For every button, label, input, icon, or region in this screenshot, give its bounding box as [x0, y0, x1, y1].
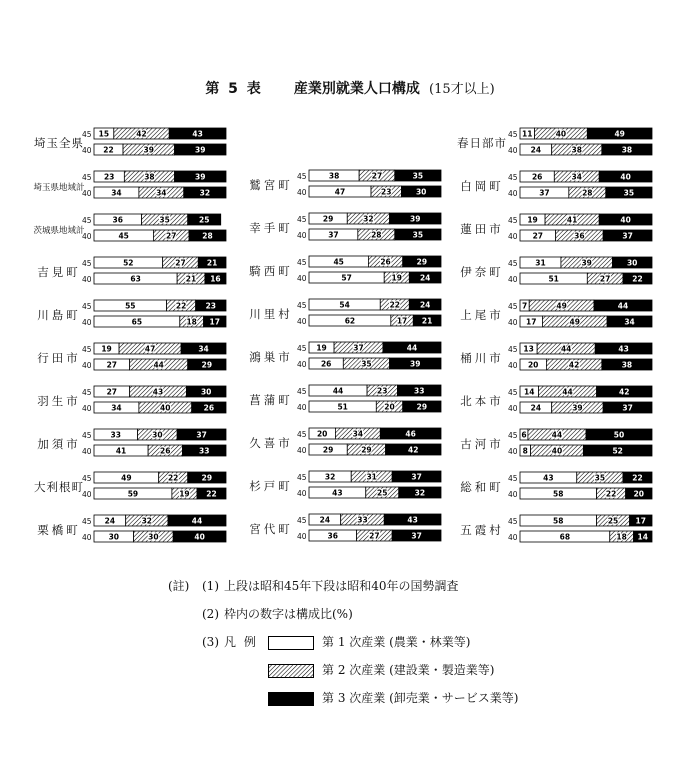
region-name: 鴻巣市: [249, 350, 293, 364]
data-label: 34: [352, 429, 364, 439]
data-label: 27: [599, 274, 611, 284]
data-label: 37: [411, 531, 422, 541]
data-label: 24: [530, 403, 542, 413]
data-label: 31: [366, 472, 377, 482]
data-label: 18: [616, 532, 627, 542]
data-label: 30: [148, 532, 159, 542]
region-name: 蓮田市: [460, 222, 504, 236]
data-label: 46: [405, 429, 416, 439]
data-label: 34: [111, 188, 122, 198]
data-label: 37: [353, 343, 364, 353]
data-label: 38: [144, 172, 155, 182]
data-label: 29: [322, 214, 334, 224]
data-label: 17: [635, 516, 646, 526]
data-label: 43: [543, 473, 554, 483]
data-label: 58: [553, 516, 564, 526]
year-label: 45: [82, 259, 92, 268]
region-name: 埼玉全県: [34, 136, 84, 150]
year-label: 45: [82, 216, 92, 225]
data-label: 34: [111, 403, 122, 413]
data-label: 51: [548, 274, 559, 284]
year-label: 40: [508, 447, 518, 456]
data-label: 39: [195, 172, 206, 182]
year-label: 45: [297, 172, 307, 181]
data-label: 22: [103, 145, 114, 155]
data-label: 26: [320, 359, 332, 369]
data-label: 62: [344, 316, 356, 326]
data-label: 28: [202, 231, 213, 241]
data-label: 33: [357, 515, 368, 525]
data-label: 44: [562, 387, 573, 397]
data-label: 24: [530, 145, 542, 155]
year-label: 45: [508, 388, 518, 397]
data-label: 37: [328, 230, 339, 240]
data-label: 29: [361, 445, 372, 455]
data-label: 39: [581, 258, 592, 268]
data-label: 44: [332, 386, 344, 396]
data-label: 26: [203, 403, 215, 413]
legend-label-primary: 第 1 次産業 (農業・林業等): [322, 635, 471, 649]
data-label: 22: [389, 300, 401, 310]
region-name: 宮代町: [249, 522, 293, 536]
data-label: 23: [103, 172, 115, 182]
year-label: 40: [508, 490, 518, 499]
data-label: 30: [108, 532, 120, 542]
table-number: 第 5 表: [205, 81, 263, 97]
data-label: 29: [416, 257, 428, 267]
data-label: 17: [209, 317, 220, 327]
year-label: 45: [82, 517, 92, 526]
data-label: 30: [415, 187, 427, 197]
year-label: 45: [82, 173, 92, 182]
data-label: 32: [324, 472, 336, 482]
data-label: 20: [316, 429, 328, 439]
data-label: 30: [626, 258, 638, 268]
notes-mark: (註): [168, 579, 190, 593]
data-label: 35: [412, 171, 424, 181]
data-label: 38: [621, 360, 633, 370]
year-label: 45: [82, 388, 92, 397]
data-label: 32: [363, 214, 374, 224]
year-label: 45: [297, 473, 307, 482]
data-label: 11: [522, 129, 533, 139]
data-label: 44: [406, 343, 418, 353]
region-name: 上尾市: [460, 308, 504, 322]
data-label: 40: [555, 129, 567, 139]
data-label: 25: [607, 516, 619, 526]
data-label: 35: [412, 230, 424, 240]
data-label: 25: [377, 488, 388, 498]
data-label: 28: [582, 188, 593, 198]
data-label: 39: [195, 145, 206, 155]
region-name: 総和町: [460, 480, 504, 494]
year-label: 40: [82, 232, 92, 241]
legend-swatch-secondary: [268, 664, 314, 678]
data-label: 44: [617, 301, 629, 311]
legend-swatch-primary: [268, 636, 314, 650]
year-label: 45: [297, 215, 307, 224]
region-name: 加須市: [37, 437, 81, 451]
year-label: 40: [82, 275, 92, 284]
data-label: 40: [620, 172, 631, 182]
year-label: 45: [297, 516, 307, 525]
data-label: 38: [621, 145, 633, 155]
data-label: 21: [185, 274, 197, 284]
year-label: 40: [82, 361, 92, 370]
data-label: 58: [553, 489, 564, 499]
data-label: 49: [121, 473, 132, 483]
data-label: 38: [571, 145, 582, 155]
data-label: 22: [632, 473, 643, 483]
data-label: 39: [572, 403, 583, 413]
region-name: 五霞村: [460, 523, 504, 537]
data-label: 22: [632, 274, 643, 284]
data-label: 44: [191, 516, 203, 526]
data-label: 13: [523, 344, 534, 354]
data-label: 45: [333, 257, 344, 267]
data-label: 41: [566, 215, 578, 225]
year-label: 40: [297, 274, 307, 283]
data-label: 38: [328, 171, 340, 181]
data-label: 29: [322, 445, 334, 455]
data-label: 49: [614, 129, 625, 139]
data-label: 6: [521, 430, 527, 440]
year-label: 40: [82, 318, 92, 327]
data-label: 32: [141, 516, 153, 526]
data-label: 43: [152, 387, 164, 397]
data-label: 24: [319, 515, 331, 525]
data-label: 36: [574, 231, 585, 241]
note-3-text: 凡 例: [224, 635, 258, 649]
data-label: 19: [101, 344, 112, 354]
region-name: 栗橋町: [37, 523, 81, 537]
data-label: 19: [391, 273, 402, 283]
data-label: 35: [159, 215, 170, 225]
data-label: 25: [199, 215, 210, 225]
year-label: 45: [508, 517, 518, 526]
region-name: 白岡町: [460, 179, 504, 193]
year-label: 40: [82, 404, 92, 413]
data-label: 8: [522, 446, 528, 456]
data-label: 32: [414, 488, 426, 498]
data-label: 44: [560, 344, 572, 354]
data-label: 54: [339, 300, 350, 310]
region-name: 北本市: [460, 394, 504, 408]
data-label: 43: [407, 515, 418, 525]
data-label: 34: [156, 188, 167, 198]
year-label: 40: [297, 532, 307, 541]
data-label: 34: [624, 317, 635, 327]
data-label: 41: [115, 446, 127, 456]
note-2-text: 枠内の数字は構成比(%): [224, 607, 353, 621]
year-label: 40: [82, 533, 92, 542]
data-label: 37: [622, 403, 633, 413]
data-label: 37: [411, 472, 422, 482]
data-label: 40: [551, 446, 563, 456]
region-name: 杉戸町: [249, 479, 293, 493]
region-name: 行田市: [37, 351, 81, 365]
data-label: 20: [384, 402, 395, 412]
year-label: 45: [508, 130, 518, 139]
region-name: 春日部市: [457, 136, 507, 150]
data-label: 29: [201, 360, 213, 370]
data-label: 17: [526, 317, 537, 327]
data-label: 22: [167, 473, 179, 483]
year-label: 40: [82, 490, 92, 499]
data-label: 52: [612, 446, 623, 456]
year-label: 45: [508, 431, 518, 440]
data-label: 59: [127, 489, 139, 499]
year-label: 40: [297, 360, 307, 369]
data-label: 32: [199, 188, 211, 198]
data-label: 47: [144, 344, 156, 354]
year-label: 45: [508, 259, 518, 268]
year-label: 40: [297, 489, 307, 498]
year-label: 45: [82, 474, 92, 483]
year-label: 45: [82, 130, 92, 139]
data-label: 31: [535, 258, 546, 268]
data-label: 35: [361, 359, 372, 369]
data-label: 17: [396, 316, 408, 326]
data-label: 26: [160, 446, 171, 456]
region-name: 久喜市: [249, 436, 293, 450]
year-label: 40: [508, 404, 518, 413]
data-label: 43: [618, 344, 629, 354]
data-label: 52: [123, 258, 134, 268]
data-label: 24: [104, 516, 116, 526]
data-label: 27: [175, 258, 186, 268]
region-name: 菖蒲町: [249, 393, 293, 407]
year-label: 40: [297, 188, 307, 197]
data-label: 22: [175, 301, 187, 311]
data-label: 24: [419, 273, 431, 283]
data-label: 42: [408, 445, 419, 455]
legend-label-tertiary: 第 3 次産業 (卸売業・サービス業等): [322, 691, 519, 705]
data-label: 14: [637, 532, 648, 542]
data-label: 50: [613, 430, 625, 440]
year-label: 40: [508, 232, 518, 241]
region-name: 桶川市: [460, 351, 504, 365]
year-label: 45: [508, 173, 518, 182]
data-label: 16: [210, 274, 221, 284]
region-name: 埼玉県地域計: [33, 183, 85, 193]
data-label: 18: [186, 317, 197, 327]
year-label: 40: [82, 447, 92, 456]
data-label: 35: [623, 188, 635, 198]
data-label: 27: [166, 231, 177, 241]
data-label: 23: [381, 187, 392, 197]
year-label: 45: [297, 301, 307, 310]
data-label: 23: [377, 386, 388, 396]
data-label: 39: [410, 214, 421, 224]
data-label: 39: [143, 145, 154, 155]
year-label: 45: [82, 345, 92, 354]
data-label: 30: [200, 387, 212, 397]
year-label: 45: [508, 216, 518, 225]
data-label: 42: [568, 360, 580, 370]
data-label: 27: [106, 387, 118, 397]
data-label: 19: [316, 343, 327, 353]
data-label: 40: [160, 403, 171, 413]
data-label: 26: [531, 172, 543, 182]
data-label: 20: [527, 360, 539, 370]
data-label: 65: [131, 317, 143, 327]
data-label: 33: [110, 430, 121, 440]
year-label: 40: [297, 446, 307, 455]
data-label: 20: [633, 489, 645, 499]
year-label: 45: [508, 302, 518, 311]
year-label: 40: [508, 275, 518, 284]
data-label: 39: [410, 359, 421, 369]
data-label: 49: [569, 317, 580, 327]
data-label: 51: [337, 402, 348, 412]
year-label: 40: [82, 189, 92, 198]
data-label: 33: [414, 386, 425, 396]
data-label: 30: [152, 430, 163, 440]
data-label: 34: [198, 344, 209, 354]
data-label: 63: [130, 274, 141, 284]
title-sub: (15才以上): [429, 82, 495, 97]
data-label: 36: [112, 215, 123, 225]
data-label: 55: [125, 301, 136, 311]
legend-label-secondary: 第 2 次産業 (建設業・製造業等): [322, 663, 495, 677]
data-label: 36: [327, 531, 338, 541]
data-label: 23: [205, 301, 217, 311]
data-label: 37: [539, 188, 550, 198]
year-label: 40: [297, 403, 307, 412]
year-label: 40: [508, 146, 518, 155]
data-label: 43: [192, 129, 203, 139]
data-label: 14: [524, 387, 535, 397]
region-name: 川里村: [249, 307, 293, 321]
data-label: 40: [620, 215, 631, 225]
region-name: 騎西町: [249, 264, 293, 278]
region-name: 茨城県地域計: [33, 226, 85, 236]
year-label: 45: [508, 345, 518, 354]
data-label: 19: [527, 215, 538, 225]
year-label: 45: [297, 258, 307, 267]
data-label: 22: [206, 489, 217, 499]
data-label: 27: [106, 360, 118, 370]
data-label: 34: [571, 172, 582, 182]
data-label: 22: [605, 489, 617, 499]
data-label: 49: [556, 301, 567, 311]
year-label: 45: [508, 474, 518, 483]
region-name: 川島町: [37, 308, 81, 322]
note-2-num: (2): [202, 607, 219, 621]
data-label: 21: [206, 258, 218, 268]
year-label: 45: [297, 344, 307, 353]
data-label: 37: [196, 430, 207, 440]
region-name: 幸手町: [249, 221, 293, 235]
data-label: 26: [380, 257, 391, 267]
data-label: 28: [371, 230, 382, 240]
data-label: 27: [532, 231, 544, 241]
data-label: 27: [369, 531, 380, 541]
data-label: 35: [594, 473, 606, 483]
data-label: 68: [559, 532, 571, 542]
year-label: 45: [82, 431, 92, 440]
region-name: 伊奈町: [460, 265, 504, 279]
region-name: 吉見町: [37, 265, 81, 279]
region-name: 古河市: [460, 437, 504, 451]
data-label: 21: [421, 316, 433, 326]
data-label: 29: [201, 473, 213, 483]
region-name: 大利根町: [34, 480, 84, 494]
year-label: 40: [297, 231, 307, 240]
data-label: 27: [371, 171, 383, 181]
data-label: 29: [416, 402, 428, 412]
data-label: 33: [199, 446, 210, 456]
data-label: 42: [619, 387, 630, 397]
data-label: 43: [332, 488, 343, 498]
data-label: 45: [118, 231, 129, 241]
data-label: 15: [98, 129, 110, 139]
data-label: 37: [622, 231, 633, 241]
year-label: 40: [82, 146, 92, 155]
year-label: 45: [297, 430, 307, 439]
data-label: 57: [341, 273, 352, 283]
year-label: 40: [297, 317, 307, 326]
year-label: 40: [508, 189, 518, 198]
year-label: 40: [508, 361, 518, 370]
data-label: 7: [522, 301, 528, 311]
data-label: 24: [419, 300, 431, 310]
region-name: 羽生市: [37, 394, 81, 408]
data-label: 44: [153, 360, 164, 370]
year-label: 45: [297, 387, 307, 396]
data-label: 19: [179, 489, 190, 499]
data-label: 44: [551, 430, 563, 440]
data-label: 42: [136, 129, 147, 139]
year-label: 40: [508, 533, 518, 542]
region-name: 鷲宮町: [249, 178, 293, 192]
title-main: 産業別就業人口構成: [293, 81, 420, 97]
year-label: 40: [508, 318, 518, 327]
year-label: 45: [82, 302, 92, 311]
note-1-text: 上段は昭和45年下段は昭和40年の国勢調査: [224, 579, 459, 593]
data-label: 47: [334, 187, 346, 197]
note-3-num: (3): [202, 635, 219, 649]
legend-swatch-tertiary: [268, 692, 314, 706]
data-label: 40: [194, 532, 205, 542]
note-1-num: (1): [202, 579, 219, 593]
